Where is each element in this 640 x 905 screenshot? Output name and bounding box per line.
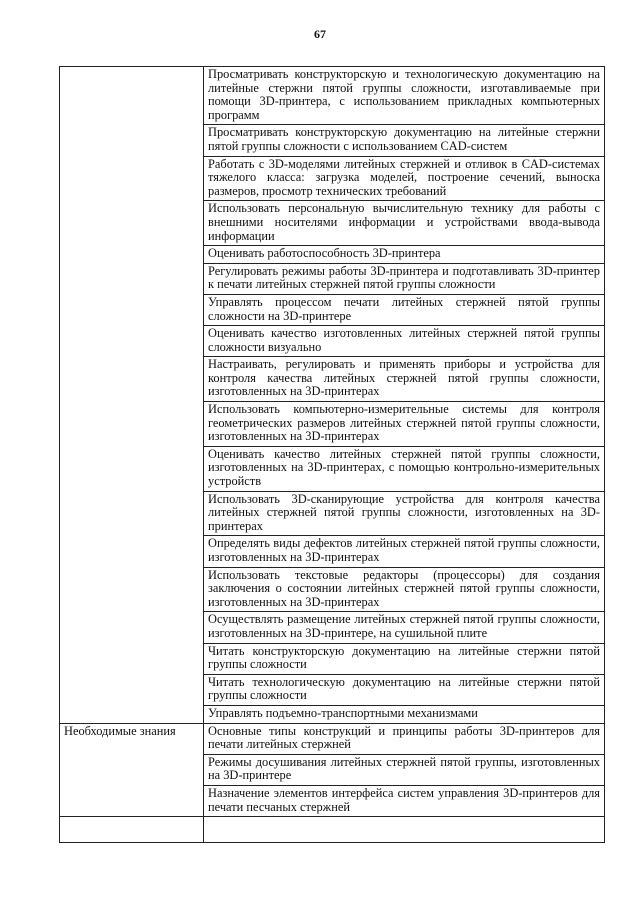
- requirement-item: Использовать 3D-сканирующие устройства для контроля качества литейных стержней пятой группы сложности, изготовленных на 3D-принтерах: [204, 491, 605, 536]
- skills-table-body: [60, 67, 605, 817]
- group-label-empty: [60, 817, 204, 843]
- requirement-item: Просматривать конструкторскую и технологическую документацию на литейные стержни пятой группы сложности, изготавливаемые при помощи 3D-принтера, с использованием прикладных компьютерных программ: [204, 67, 605, 125]
- requirement-item: Работать с 3D-моделями литейных стержней и отливок в CAD-системах тяжелого класса: загрузка моделей, построение сечений, выноска размеров, просмотр технических требований: [204, 156, 605, 201]
- requirement-item: Настраивать, регулировать и применять приборы и устройства для контроля качества литейных стержней пятой группы сложности, изготовленных на 3D-принтерах: [204, 357, 605, 402]
- requirement-item: Управлять подъемно-транспортными механизмами: [204, 705, 605, 723]
- requirement-item: Назначение элементов интерфейса систем управления 3D-принтеров для печати песчаных стержней: [204, 785, 605, 816]
- table-row: [60, 723, 605, 754]
- requirement-item: Просматривать конструкторскую документацию на литейные стержни пятой группы сложности с использованием CAD-систем: [204, 125, 605, 156]
- requirement-item: Читать конструкторскую документацию на литейные стержни пятой группы сложности: [204, 643, 605, 674]
- table-row: [60, 67, 605, 125]
- table-row-empty: [60, 817, 605, 843]
- requirement-item: Использовать персональную вычислительную технику для работы с внешними носителями информации и устройствами ввода-вывода информации: [204, 201, 605, 246]
- group-label: Необходимые знания: [60, 723, 204, 817]
- requirement-item: Осуществлять размещение литейных стержней пятой группы сложности, изготовленных на 3D-принтере, на сушильной плите: [204, 612, 605, 643]
- item-empty: [204, 817, 605, 843]
- requirement-item: Основные типы конструкций и принципы работы 3D-принтеров для печати литейных стержней: [204, 723, 605, 754]
- requirement-item: Оценивать работоспособность 3D-принтера: [204, 246, 605, 264]
- requirement-item: Оценивать качество литейных стержней пятой группы сложности, изготовленных на 3D-принтерах, с помощью контрольно-измерительных устройств: [204, 446, 605, 491]
- requirement-item: Использовать компьютерно-измерительные системы для контроля геометрических размеров литейных стержней пятой группы сложности, изготовленных на 3D-принтерах: [204, 402, 605, 447]
- requirement-item: Регулировать режимы работы 3D-принтера и подготавливать 3D-принтер к печати литейных стержней пятой группы сложности: [204, 263, 605, 294]
- skills-table: [59, 66, 605, 843]
- requirement-item: Читать технологическую документацию на литейные стержни пятой группы сложности: [204, 674, 605, 705]
- requirement-item: Определять виды дефектов литейных стержней пятой группы сложности, изготовленных на 3D-принтерах: [204, 536, 605, 567]
- requirement-item: Управлять процессом печати литейных стержней пятой группы сложности на 3D-принтере: [204, 294, 605, 325]
- group-label: [60, 67, 204, 724]
- requirement-item: Использовать текстовые редакторы (процессоры) для создания заключения о состоянии литейных стержней пятой группы сложности, изготовленных на 3D-принтерах: [204, 567, 605, 612]
- page-number: 67: [314, 27, 326, 41]
- requirement-item: Оценивать качество изготовленных литейных стержней пятой группы сложности визуально: [204, 326, 605, 357]
- requirement-item: Режимы досушивания литейных стержней пятой группы, изготовленных на 3D-принтере: [204, 754, 605, 785]
